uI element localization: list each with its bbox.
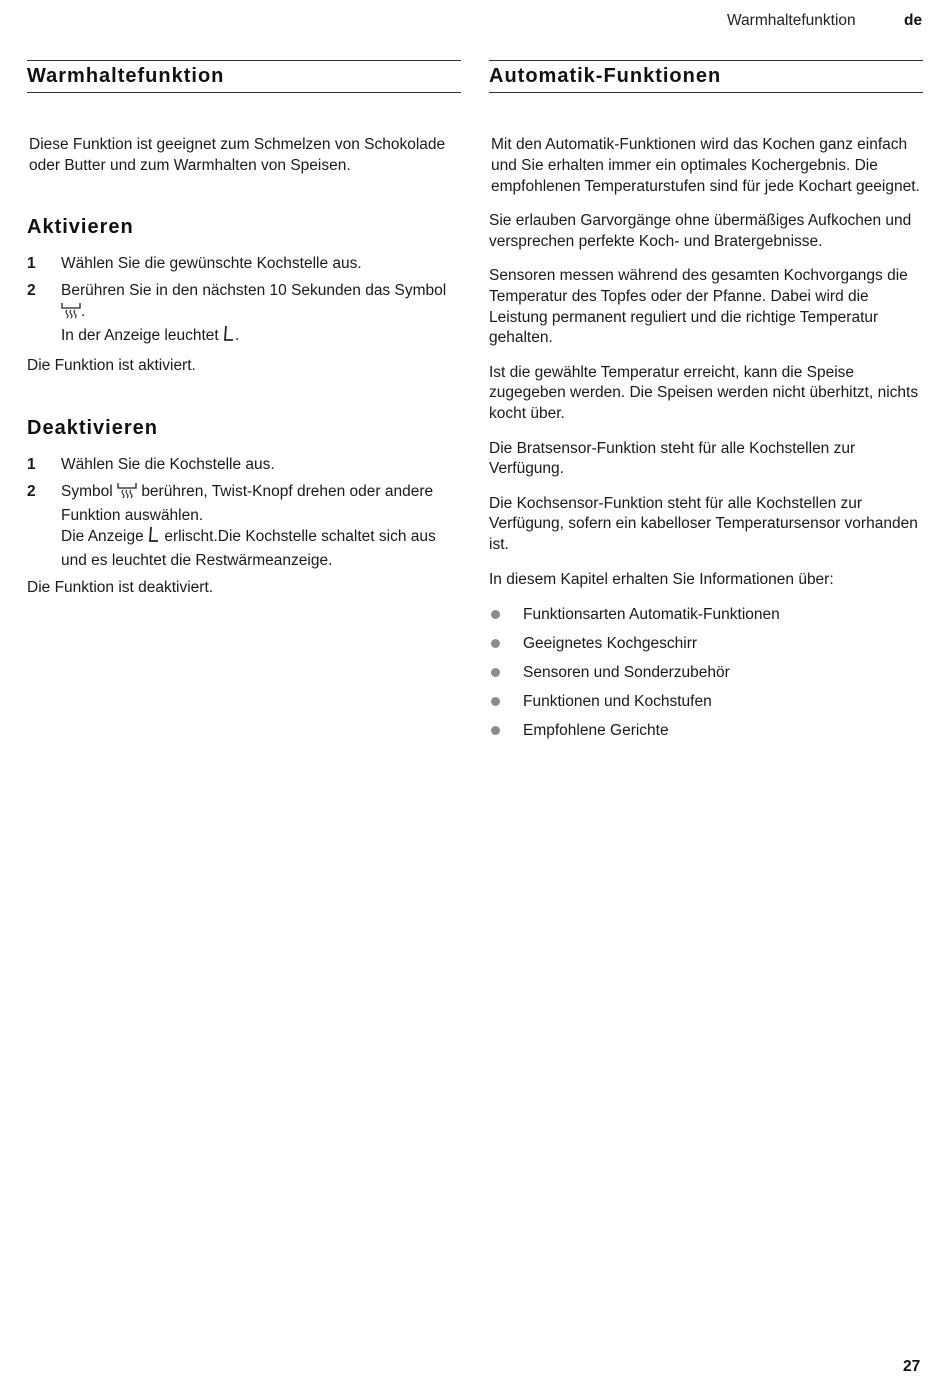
aktivieren-result: Die Funktion ist aktiviert. <box>27 356 196 374</box>
deaktivieren-heading: Deaktivieren <box>27 416 158 439</box>
list-item-label: Funktionen und Kochstufen <box>523 693 712 711</box>
paragraph: Die Bratsensor-Funktion steht für alle Kochstellen zur Verfügung. <box>489 439 856 478</box>
left-column <box>27 60 461 598</box>
running-header-title: Warmhaltefunktion <box>727 12 856 29</box>
paragraph: In diesem Kapitel erhalten Sie Informationen über: <box>489 570 834 588</box>
bullet-icon <box>491 726 500 735</box>
deaktivieren-step-1 <box>27 454 461 475</box>
bullet-icon <box>491 697 500 706</box>
step-number: 1 <box>27 254 36 272</box>
list-item <box>489 662 923 683</box>
display-L-icon <box>148 526 160 550</box>
right-column <box>489 60 923 749</box>
display-L-icon <box>223 325 235 349</box>
aktivieren-step-2 <box>27 280 461 349</box>
bullet-icon <box>491 639 500 648</box>
step-text-end: . <box>235 326 240 344</box>
aktivieren-step-1 <box>27 253 461 274</box>
step-text: In der Anzeige leuchtet <box>61 326 219 344</box>
page-number: 27 <box>903 1358 921 1375</box>
step-text: erlischt.Die Kochstelle schaltet sich aus und es leuchtet die Restwärmeanzeige. <box>61 527 436 569</box>
step-text: Symbol <box>61 482 113 500</box>
step-number: 1 <box>27 455 36 473</box>
keep-warm-icon <box>61 301 81 325</box>
list-item-label: Geeignetes Kochgeschirr <box>523 635 698 653</box>
section-title-automatik-funktionen: Automatik-Funktionen <box>489 60 923 93</box>
list-item-label: Sensoren und Sonderzubehör <box>523 664 730 682</box>
list-item <box>489 691 923 712</box>
intro-paragraph: Diese Funktion ist geeignet zum Schmelzen von Schokolade oder Butter und zum Warmhalten von Speisen. <box>29 136 446 174</box>
paragraph: Sensoren messen während des gesamten Kochvorgangs die Temperatur des Topfes oder der Pfanne. Dabei wird die Leistung permanent reguliert und die richtige Temperatur gehalten. <box>489 266 908 347</box>
topic-list <box>489 604 923 741</box>
list-item <box>489 604 923 625</box>
paragraph: Sie erlauben Garvorgänge ohne übermäßiges Aufkochen und versprechen perfekte Koch- und Bratergebnisse. <box>489 211 912 250</box>
step-text: Wählen Sie die Kochstelle aus. <box>61 455 275 473</box>
paragraph: Mit den Automatik-Funktionen wird das Kochen ganz einfach und Sie erhalten immer ein optimales Kochergebnis. Die empfohlenen Temperaturstufen sind für jede Kochart geeignet. <box>491 136 920 195</box>
list-item-label: Funktionsarten Automatik-Funktionen <box>523 606 780 624</box>
step-text: Berühren Sie in den nächsten 10 Sekunden das Symbol <box>61 281 447 299</box>
language-code: de <box>904 12 923 29</box>
paragraph: Die Kochsensor-Funktion steht für alle Kochstellen zur Verfügung, sofern ein kabelloser Temperatursensor vorhanden ist. <box>489 494 918 554</box>
step-text: Die Anzeige <box>61 527 144 545</box>
step-number: 2 <box>27 482 36 500</box>
list-item <box>489 633 923 654</box>
step-number: 2 <box>27 281 36 299</box>
keep-warm-icon <box>117 481 137 505</box>
paragraph: Ist die gewählte Temperatur erreicht, kann die Speise zugegeben werden. Die Speisen werden nicht überhitzt, nichts kocht über. <box>489 363 919 423</box>
section-title-warmhaltefunktion: Warmhaltefunktion <box>27 60 461 93</box>
step-text-end: . <box>81 302 86 320</box>
deaktivieren-step-2 <box>27 481 461 571</box>
bullet-icon <box>491 668 500 677</box>
deaktivieren-result: Die Funktion ist deaktiviert. <box>27 578 214 596</box>
list-item-label: Empfohlene Gerichte <box>523 722 669 740</box>
bullet-icon <box>491 610 500 619</box>
step-text: Wählen Sie die gewünschte Kochstelle aus. <box>61 254 362 272</box>
aktivieren-heading: Aktivieren <box>27 215 134 238</box>
step-text: berühren, Twist-Knopf drehen oder andere Funktion auswählen. <box>61 482 434 524</box>
list-item <box>489 720 923 741</box>
